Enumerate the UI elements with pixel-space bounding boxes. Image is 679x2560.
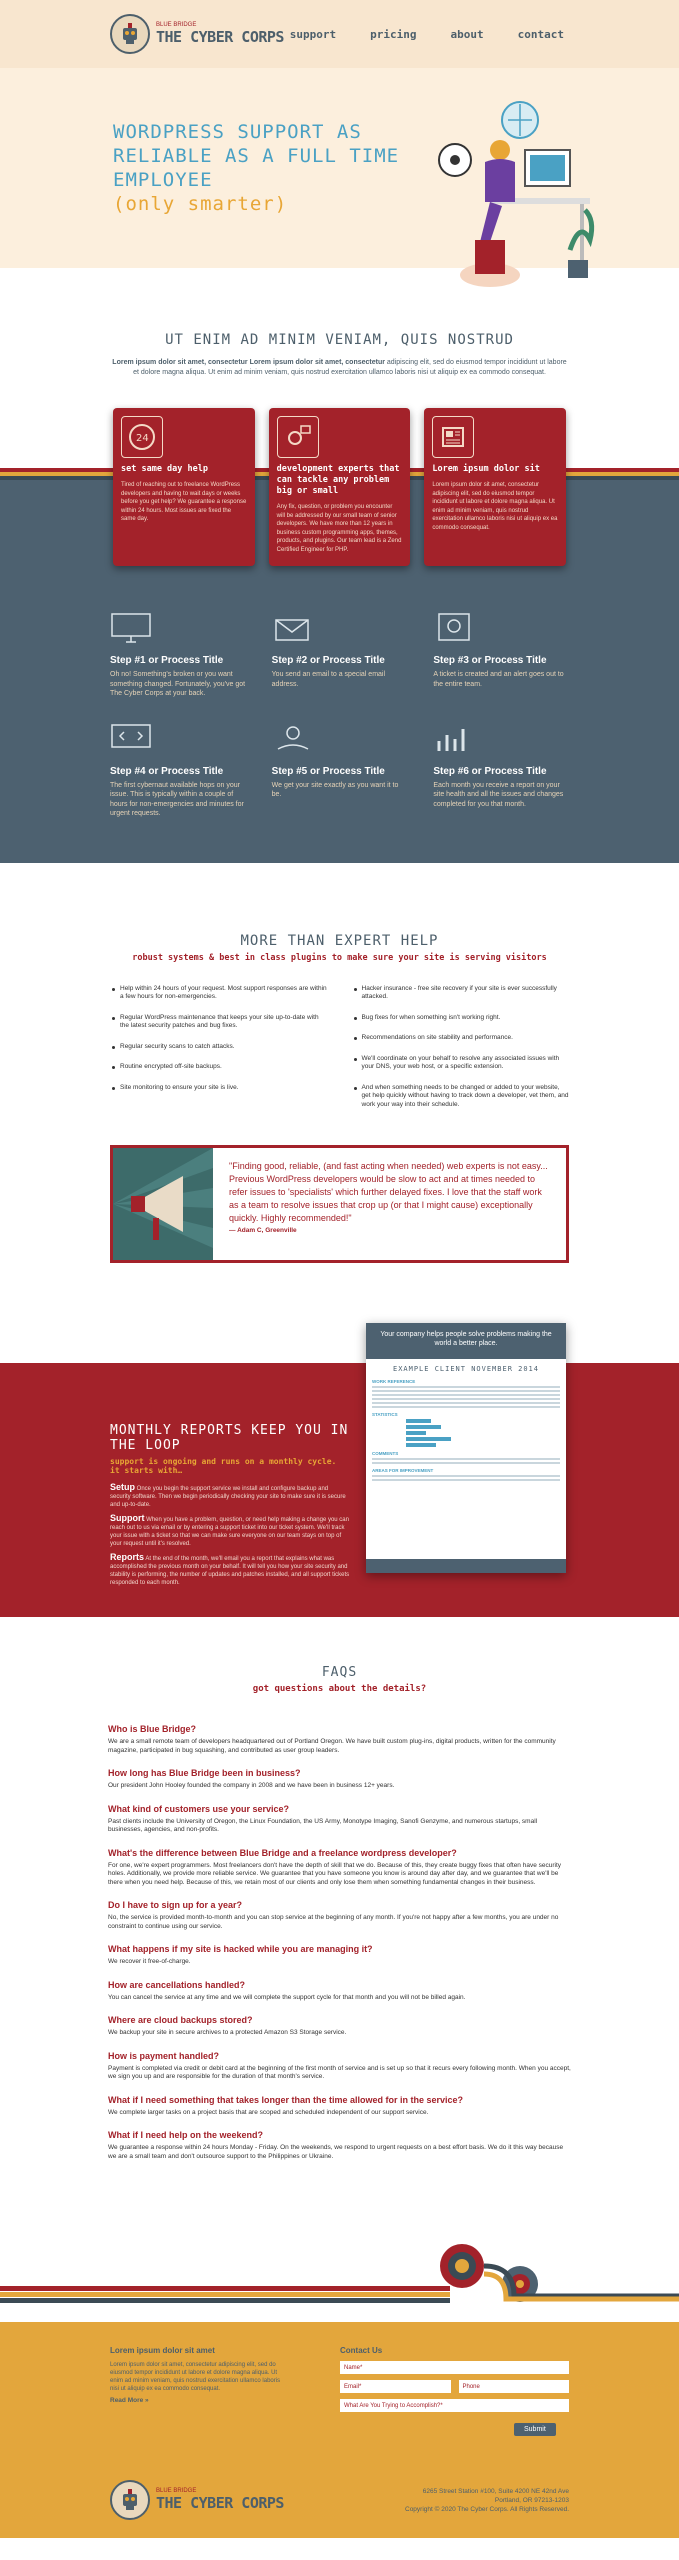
hero-title-text: WORDPRESS SUPPORT AS RELIABLE AS A FULL TIME EMPLOYEE bbox=[113, 121, 400, 191]
robot-logo-icon bbox=[110, 14, 150, 54]
email-field[interactable]: Email* bbox=[340, 2380, 451, 2393]
faq-item bbox=[108, 2015, 571, 2038]
faq-answer: No, the service is provided month-to-month and you can stop service at the beginning of any month. If you're not happy after a few months, you are under no constraint to continue using our service. bbox=[108, 1914, 559, 1930]
block-label: Support bbox=[110, 1513, 145, 1523]
testimonial bbox=[110, 1145, 569, 1263]
faq-question: What happens if my site is hacked while you are managing it? bbox=[108, 1944, 373, 1954]
footer-address bbox=[405, 2487, 569, 2514]
process-step bbox=[272, 723, 408, 819]
contact-form bbox=[340, 2346, 569, 2436]
faq-item bbox=[108, 1804, 571, 1835]
block-text: Once you begin the support service we install and configure backup and security software. Then we begin periodically checking your site to make sure it is secure and up-to-date. bbox=[110, 1486, 346, 1508]
step-title: Step #2 or Process Title bbox=[271, 655, 385, 666]
robot-logo-icon bbox=[110, 2480, 150, 2520]
logo-text: THE CYBER CORPS bbox=[156, 27, 284, 46]
main-nav bbox=[290, 28, 564, 41]
footer-logo[interactable] bbox=[110, 2480, 284, 2520]
monitor-icon bbox=[110, 612, 152, 644]
bug-gear-icon bbox=[277, 416, 319, 458]
faq-answer: Our president John Hooley founded the company in 2008 and we have been in business 12+ years. bbox=[108, 1782, 395, 1789]
step-title: Step #1 or Process Title bbox=[110, 655, 224, 666]
clock-24-icon bbox=[121, 416, 163, 458]
faq-question: How are cancellations handled? bbox=[108, 1979, 246, 1990]
report-title: EXAMPLE CLIENT NOVEMBER 2014 bbox=[392, 1365, 539, 1373]
monthly-block bbox=[110, 1483, 350, 1509]
faq-question: How long has Blue Bridge been in business? bbox=[108, 1768, 301, 1778]
faq-item bbox=[108, 1980, 571, 2003]
submit-button[interactable]: Submit bbox=[514, 2423, 556, 2436]
logo[interactable] bbox=[110, 14, 284, 54]
example-report bbox=[366, 1323, 566, 1573]
faq-answer: You can cancel the service at any time and we will complete the support cycle for that month and you will not be billed again. bbox=[108, 1993, 466, 2001]
intro-text-body: adipiscing elit, sed do eiusmod tempor incididunt ut labore et dolore magna aliqua. Ut enim ad minim veniam, quis nostrud exercitation ullamco laboris nisi ut aliquip ex ea commodo consequat. bbox=[133, 359, 567, 376]
report-section: COMMENTS bbox=[372, 1451, 399, 1456]
faq-item bbox=[108, 2051, 571, 2082]
logo-tagline: BLUE BRIDGE bbox=[156, 21, 197, 28]
code-window-icon bbox=[110, 723, 152, 755]
report-header-text: Your company helps people solve problems making the world a better place. bbox=[380, 1331, 552, 1347]
block-label: Reports bbox=[110, 1552, 145, 1562]
process-step bbox=[433, 612, 569, 699]
card-title: development experts that can tackle any problem big or small bbox=[276, 464, 400, 496]
quote-text: "Finding good, reliable, (and fast acting when needed) web experts is not easy... Previous WordPress developers would be slow to act and at times needed to refer issues to 'specialists' which further delayed fixes. I love that the staff work as a team to resolve issues that crop up (or that I might cause) exceptionally quickly. Highly recommended!" bbox=[229, 1161, 548, 1223]
copyright: Copyright © 2020 The Cyber Corps. All Rights Reserved. bbox=[405, 2505, 569, 2513]
block-text: At the end of the month, we'll email you a report that explains what was accomplished the previous month on your behalf. It will tell you how your site security and stability is performing, the number of updates and patches installed, and all support tickets responded to each month. bbox=[110, 1556, 350, 1586]
process-step bbox=[110, 612, 246, 699]
hand-gear-icon bbox=[272, 723, 314, 755]
feature-list-left bbox=[110, 985, 328, 1122]
report-section: AREAS FOR IMPROVEMENT bbox=[372, 1468, 434, 1473]
step-title: Step #4 or Process Title bbox=[110, 765, 224, 777]
process-step bbox=[272, 612, 408, 699]
faq-answer: We guarantee a response within 24 hours Monday - Friday. On the weekends, we respond to urgent requests on a best effort basis. We do it this way because we are a small team and don't outsource support to the Philippines or Ukraine. bbox=[108, 2144, 564, 2160]
faq-title: FAQS bbox=[321, 1665, 358, 1680]
hero bbox=[0, 68, 679, 268]
faq-item bbox=[108, 1900, 571, 1931]
logo-text: THE CYBER CORPS bbox=[156, 2493, 284, 2512]
faq-question: How is payment handled? bbox=[108, 2050, 220, 2061]
bar-chart-icon bbox=[433, 723, 475, 755]
name-field[interactable]: Name* bbox=[340, 2361, 569, 2374]
faq-question: Where are cloud backups stored? bbox=[108, 2015, 253, 2025]
list-item: And when something needs to be changed or added to your website, get help quickly without having to track down a developer, vet them, and work your way into their schedule. bbox=[352, 1084, 570, 1110]
step-title: Step #3 or Process Title bbox=[433, 655, 547, 666]
list-item: Hacker insurance - free site recovery if your site is ever successfully attacked. bbox=[352, 985, 570, 1002]
card-text: Tired of reaching out to freelance WordPress developers and having to wait days or weeks before you get help? We guarantee a response within 24 hours. Most issues are fixed the same day. bbox=[121, 482, 247, 522]
ticket-icon bbox=[433, 612, 475, 644]
faq-question: What kind of customers use your service? bbox=[108, 1803, 290, 1814]
list-item: We'll coordinate on your behalf to resolve any associated issues with your DNS, your web host, or a specific extension. bbox=[352, 1055, 570, 1072]
step-text: A ticket is created and an alert goes out to the entire team. bbox=[433, 671, 564, 688]
contact-title: Contact Us bbox=[340, 2346, 383, 2355]
monthly-reports-section bbox=[0, 1331, 679, 1617]
intro-title: UT ENIM AD MINIM VENIAM, QUIS NOSTRUD bbox=[165, 332, 514, 348]
address-line: Portland, OR 97213-1203 bbox=[494, 2496, 569, 2504]
list-item: Recommendations on site stability and performance. bbox=[352, 1034, 570, 1043]
faq-answer: We backup your site in secure archives to a protected Amazon S3 Storage service. bbox=[108, 2029, 347, 2036]
step-text: We get your site exactly as you want it to be. bbox=[271, 781, 399, 798]
card-text: Lorem ipsum dolor sit amet, consectetur adipiscing elit, sed do eiusmod tempor incididunt ut labore et dolore magna aliqua. Ut enim ad minim veniam, quis nostrud exercitation ullamco laboris nisi ut aliquip ex ea commodo consequat. bbox=[432, 482, 558, 531]
block-label: Setup bbox=[110, 1482, 136, 1492]
faq-item bbox=[108, 1848, 571, 1888]
card-text: Any fix, question, or problem you encounter will be addressed by our small team of senior developers. We have more than 12 years in business custom programming apps, themes, products, and plugins. Our team lead is a Zend Certified Engineer for PHP. bbox=[276, 504, 402, 553]
card-title: Lorem ipsum dolor sit bbox=[432, 464, 540, 474]
expert-section bbox=[0, 863, 679, 1304]
phone-field[interactable]: Phone bbox=[459, 2380, 570, 2393]
developer-desk-illustration bbox=[430, 90, 600, 320]
list-item: Regular security scans to catch attacks. bbox=[110, 1043, 328, 1052]
address-line: 6265 Street Station #100, Suite 4200 NE 42nd Ave bbox=[422, 2487, 569, 2495]
feature-list bbox=[110, 985, 569, 1122]
step-text: Each month you receive a report on your site health and all the issues and changes completed for you that month. bbox=[433, 781, 564, 808]
process-step bbox=[433, 723, 569, 819]
monthly-block bbox=[110, 1514, 350, 1548]
block-text: When you have a problem, question, or need help making a change you can reach out to us via email or by entering a support ticket into our ticket system. We'll track your issue with a ticket so that we can make sure everyone on our team stays on top of your request until it's resolved. bbox=[110, 1517, 349, 1547]
card-title: set same day help bbox=[121, 464, 208, 474]
faq-item bbox=[108, 1724, 571, 1755]
monthly-block bbox=[110, 1553, 350, 1587]
read-more-link[interactable]: Read More » bbox=[110, 2397, 149, 2404]
step-title: Step #6 or Process Title bbox=[433, 765, 547, 777]
faq-answer: Payment is completed via credit or debit card at the beginning of the first month of service and is set up so that it recurs every following month. When you accept, we sign you up and are responsible for the duration of that month's service. bbox=[108, 2064, 571, 2080]
document-layout-icon bbox=[432, 416, 474, 458]
faq-question: What if I need help on the weekend? bbox=[108, 2130, 264, 2140]
faq-answer: We recover it free-of-charge. bbox=[108, 1958, 191, 1965]
footer-about bbox=[110, 2346, 290, 2436]
logo-tagline: BLUE BRIDGE bbox=[156, 2487, 197, 2494]
monthly-subtitle: support is ongoing and runs on a monthly cycle. it starts with… bbox=[110, 1457, 337, 1475]
report-section: WORK REFERENCE bbox=[372, 1379, 416, 1384]
step-text: Oh no! Something's broken or you want something changed. Fortunately, you've got The Cyber Corps at your back. bbox=[110, 671, 246, 697]
faq-question: Who is Blue Bridge? bbox=[108, 1724, 197, 1734]
site-footer bbox=[0, 2322, 679, 2538]
faq-section bbox=[0, 1617, 679, 2214]
report-footer bbox=[366, 1559, 566, 1573]
testimonial-quote bbox=[213, 1148, 566, 1260]
step-text: You send an email to a special email address. bbox=[271, 671, 386, 688]
faq-item bbox=[108, 2095, 571, 2118]
intro-text bbox=[110, 358, 569, 378]
feature-cards bbox=[113, 408, 566, 566]
faq-item bbox=[108, 1768, 571, 1791]
faq-answer: For one, we're expert programmers. Most freelancers don't have the depth of skill that we do. Because of this, they create buggy fixes that often have security holes. Additionally, we provide more reliable service. We guarantee that you have someone you know is around day after day, and we guarantee that we'll be there when you need help. Because of this, we retain most of our clients and only lose them when something fundamental changes in their business. bbox=[108, 1861, 562, 1886]
footer-about-title: Lorem ipsum dolor sit amet bbox=[110, 2346, 215, 2355]
site-header bbox=[0, 0, 679, 68]
step-title: Step #5 or Process Title bbox=[271, 765, 385, 777]
faq-question: Do I have to sign up for a year? bbox=[108, 1900, 243, 1910]
step-text: The first cybernaut available hops on your issue. This is typically within a couple of hours for non-emergencies and minutes for urgent requests. bbox=[110, 781, 244, 817]
expert-title: MORE THAN EXPERT HELP bbox=[240, 932, 439, 949]
hero-accent: (only smarter) bbox=[113, 193, 288, 215]
list-item: Routine encrypted off-site backups. bbox=[110, 1063, 328, 1072]
nav-support[interactable]: support bbox=[289, 27, 337, 41]
faq-question: What's the difference between Blue Bridge and a freelance wordpress developer? bbox=[108, 1847, 457, 1858]
list-item: Site monitoring to ensure your site is live. bbox=[110, 1084, 328, 1093]
nav-pricing[interactable]: pricing bbox=[370, 27, 417, 41]
process-step bbox=[110, 723, 246, 819]
faq-question: What if I need something that takes longer than the time allowed for in the service? bbox=[108, 2094, 464, 2105]
faq-item bbox=[108, 2130, 571, 2161]
intro-text-bold: Lorem ipsum dolor sit amet, consectetur Lorem ipsum dolor sit amet, consectetur bbox=[112, 359, 385, 366]
feature-card bbox=[269, 408, 411, 566]
feature-card bbox=[113, 408, 255, 566]
report-section: STATISTICS bbox=[372, 1412, 398, 1417]
faq-subtitle: got questions about the details? bbox=[252, 1684, 427, 1694]
footer-about-text: Lorem ipsum dolor sit amet, consectetur adipiscing elit, sed do eiusmod tempor incididunt ut labore et dolore magna aliqua. Ut enim ad minim veniam, quis nostrud exercitation ullamco laboris nisi ut aliquip ex ea commodo consequat. bbox=[110, 2362, 281, 2392]
list-item: Bug fixes for when something isn't working right. bbox=[352, 1014, 570, 1023]
list-item: Help within 24 hours of your request. Most support responses are within a few hours for non-emergencies. bbox=[110, 985, 328, 1002]
feature-list-right bbox=[352, 985, 570, 1122]
message-field[interactable]: What Are You Trying to Accomplish?* bbox=[340, 2399, 569, 2412]
faq-answer: We complete larger tasks on a project basis that are scoped and scheduled independent of our support service. bbox=[108, 2108, 429, 2116]
quote-author: — Adam C, Greenville bbox=[229, 1227, 297, 1234]
nav-contact[interactable]: contact bbox=[517, 27, 564, 41]
megaphone-icon bbox=[113, 1148, 213, 1260]
list-item: Regular WordPress maintenance that keeps your site up-to-date with the latest security patches and bug fixes. bbox=[110, 1014, 328, 1031]
faq-item bbox=[108, 1944, 571, 1967]
faq-answer: We are a small remote team of developers headquartered out of Portland Oregon. We have built custom plug-ins, digital products, written for the community magazine, participated in bug squashing, and contributed as user group leaders. bbox=[108, 1738, 556, 1754]
process-section bbox=[0, 433, 679, 863]
envelope-icon bbox=[272, 612, 314, 644]
nav-about[interactable]: about bbox=[450, 27, 484, 41]
svg-text:24: 24 bbox=[136, 433, 149, 444]
monthly-title: MONTHLY REPORTS KEEP YOU IN THE LOOP bbox=[110, 1423, 349, 1453]
faq-answer: Past clients include the University of Oregon, the Linux Foundation, the US Army, Monotype Imaging, Sanofi Genzyme, and numerous startups, small businesses, agencies, and non-profits. bbox=[108, 1817, 538, 1833]
expert-subtitle: robust systems & best in class plugins to make sure your site is serving visitors bbox=[132, 952, 547, 963]
feature-card bbox=[424, 408, 566, 566]
hero-title bbox=[113, 120, 413, 216]
report-header bbox=[366, 1323, 566, 1359]
footer-decoration bbox=[0, 2244, 679, 2322]
